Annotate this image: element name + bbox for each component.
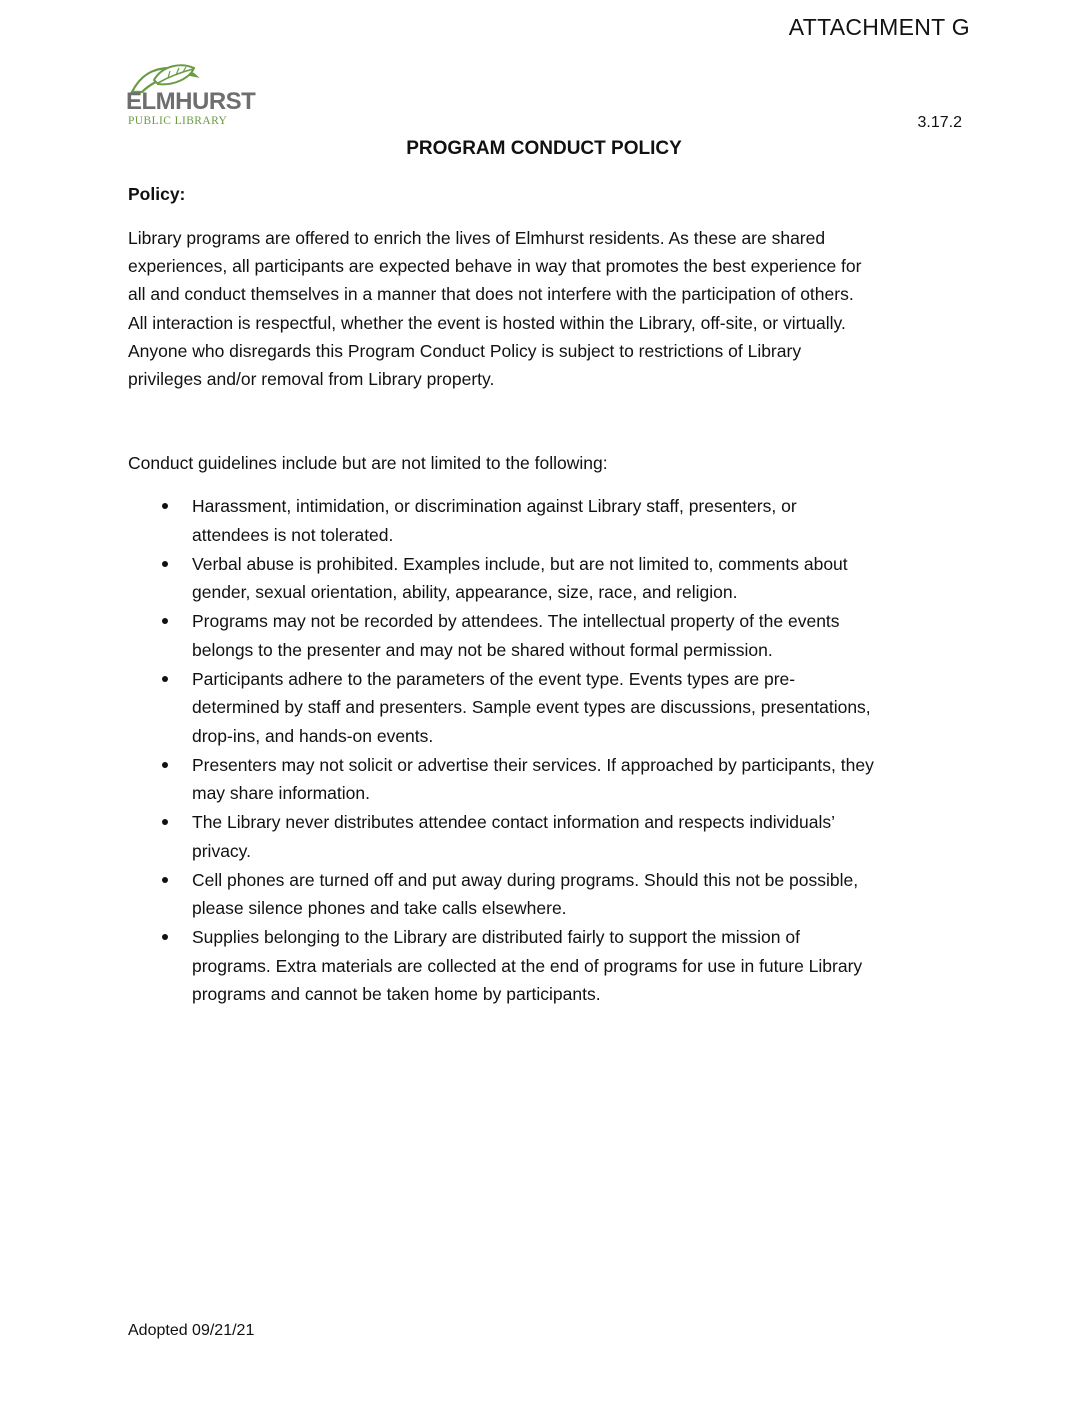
guideline-line: Presenters may not solicit or advertise their services. If approached by participants, they	[192, 754, 874, 775]
intro-line: privileges and/or removal from Library property.	[128, 369, 495, 390]
guideline-item	[128, 808, 968, 865]
intro-line: all and conduct themselves in a manner that does not interfere with the participation of others.	[128, 284, 854, 305]
guideline-line: programs and cannot be taken home by participants.	[192, 984, 601, 1004]
bullet-icon	[162, 762, 168, 768]
intro-line: experiences, all participants are expected behave in way that promotes the best experience for	[128, 256, 862, 277]
bullet-icon	[162, 676, 168, 682]
intro-line: Library programs are offered to enrich the lives of Elmhurst residents. As these are shared	[128, 228, 826, 248]
guideline-line: drop-ins, and hands-on events.	[192, 725, 434, 746]
guideline-line: may share information.	[192, 783, 370, 803]
guideline-item	[128, 923, 968, 1009]
guideline-line: belongs to the presenter and may not be shared without formal permission.	[192, 639, 773, 660]
guideline-line: determined by staff and presenters. Sample event types are discussions, presentations,	[192, 697, 871, 717]
intro-line: Anyone who disregards this Program Conduct Policy is subject to restrictions of Library	[128, 340, 802, 361]
policy-intro-paragraph	[128, 224, 968, 393]
guideline-item	[128, 607, 968, 664]
bullet-icon	[162, 618, 168, 624]
guideline-line: attendees is not tolerated.	[192, 524, 394, 545]
guideline-line: Verbal abuse is prohibited. Examples include, but are not limited to, comments about	[192, 553, 848, 574]
bullet-icon	[162, 877, 168, 883]
section-label-policy: Policy:	[128, 184, 186, 204]
logo-name: ELMHURST	[126, 88, 256, 115]
guideline-item	[128, 665, 968, 751]
page-title: PROGRAM CONDUCT POLICY	[406, 138, 682, 159]
guideline-line: Participants adhere to the parameters of the event type. Events types are pre-	[192, 668, 796, 689]
guideline-item	[128, 751, 968, 808]
bullet-icon	[162, 561, 168, 567]
attachment-label: ATTACHMENT G	[788, 14, 970, 40]
bullet-icon	[162, 934, 168, 940]
intro-line: All interaction is respectful, whether the event is hosted within the Library, off-site, or virtually.	[128, 312, 846, 333]
library-logo	[126, 62, 276, 132]
guideline-line: privacy.	[192, 840, 251, 861]
guideline-item	[128, 550, 968, 607]
guideline-item	[128, 492, 968, 549]
bullet-icon	[162, 503, 168, 509]
guideline-line: Cell phones are turned off and put away during programs. Should this not be possible,	[192, 869, 859, 890]
guidelines-list	[128, 492, 968, 1009]
guideline-line: please silence phones and take calls elsewhere.	[192, 898, 567, 918]
guideline-line: programs. Extra materials are collected at the end of programs for use in future Library	[192, 955, 863, 976]
guideline-line: gender, sexual orientation, ability, appearance, size, race, and religion.	[192, 582, 738, 602]
guideline-line: The Library never distributes attendee contact information and respects individuals’	[192, 812, 835, 832]
guidelines-intro: Conduct guidelines include but are not limited to the following:	[128, 453, 608, 473]
logo-subtitle: PUBLIC LIBRARY	[128, 115, 228, 127]
adopted-date: Adopted 09/21/21	[128, 1322, 255, 1339]
guideline-line: Supplies belonging to the Library are distributed fairly to support the mission of	[192, 927, 800, 947]
policy-number: 3.17.2	[917, 114, 962, 131]
bullet-icon	[162, 819, 168, 825]
guideline-item	[128, 866, 968, 923]
guideline-line: Programs may not be recorded by attendees. The intellectual property of the events	[192, 611, 840, 631]
guideline-line: Harassment, intimidation, or discrimination against Library staff, presenters, or	[192, 496, 797, 516]
